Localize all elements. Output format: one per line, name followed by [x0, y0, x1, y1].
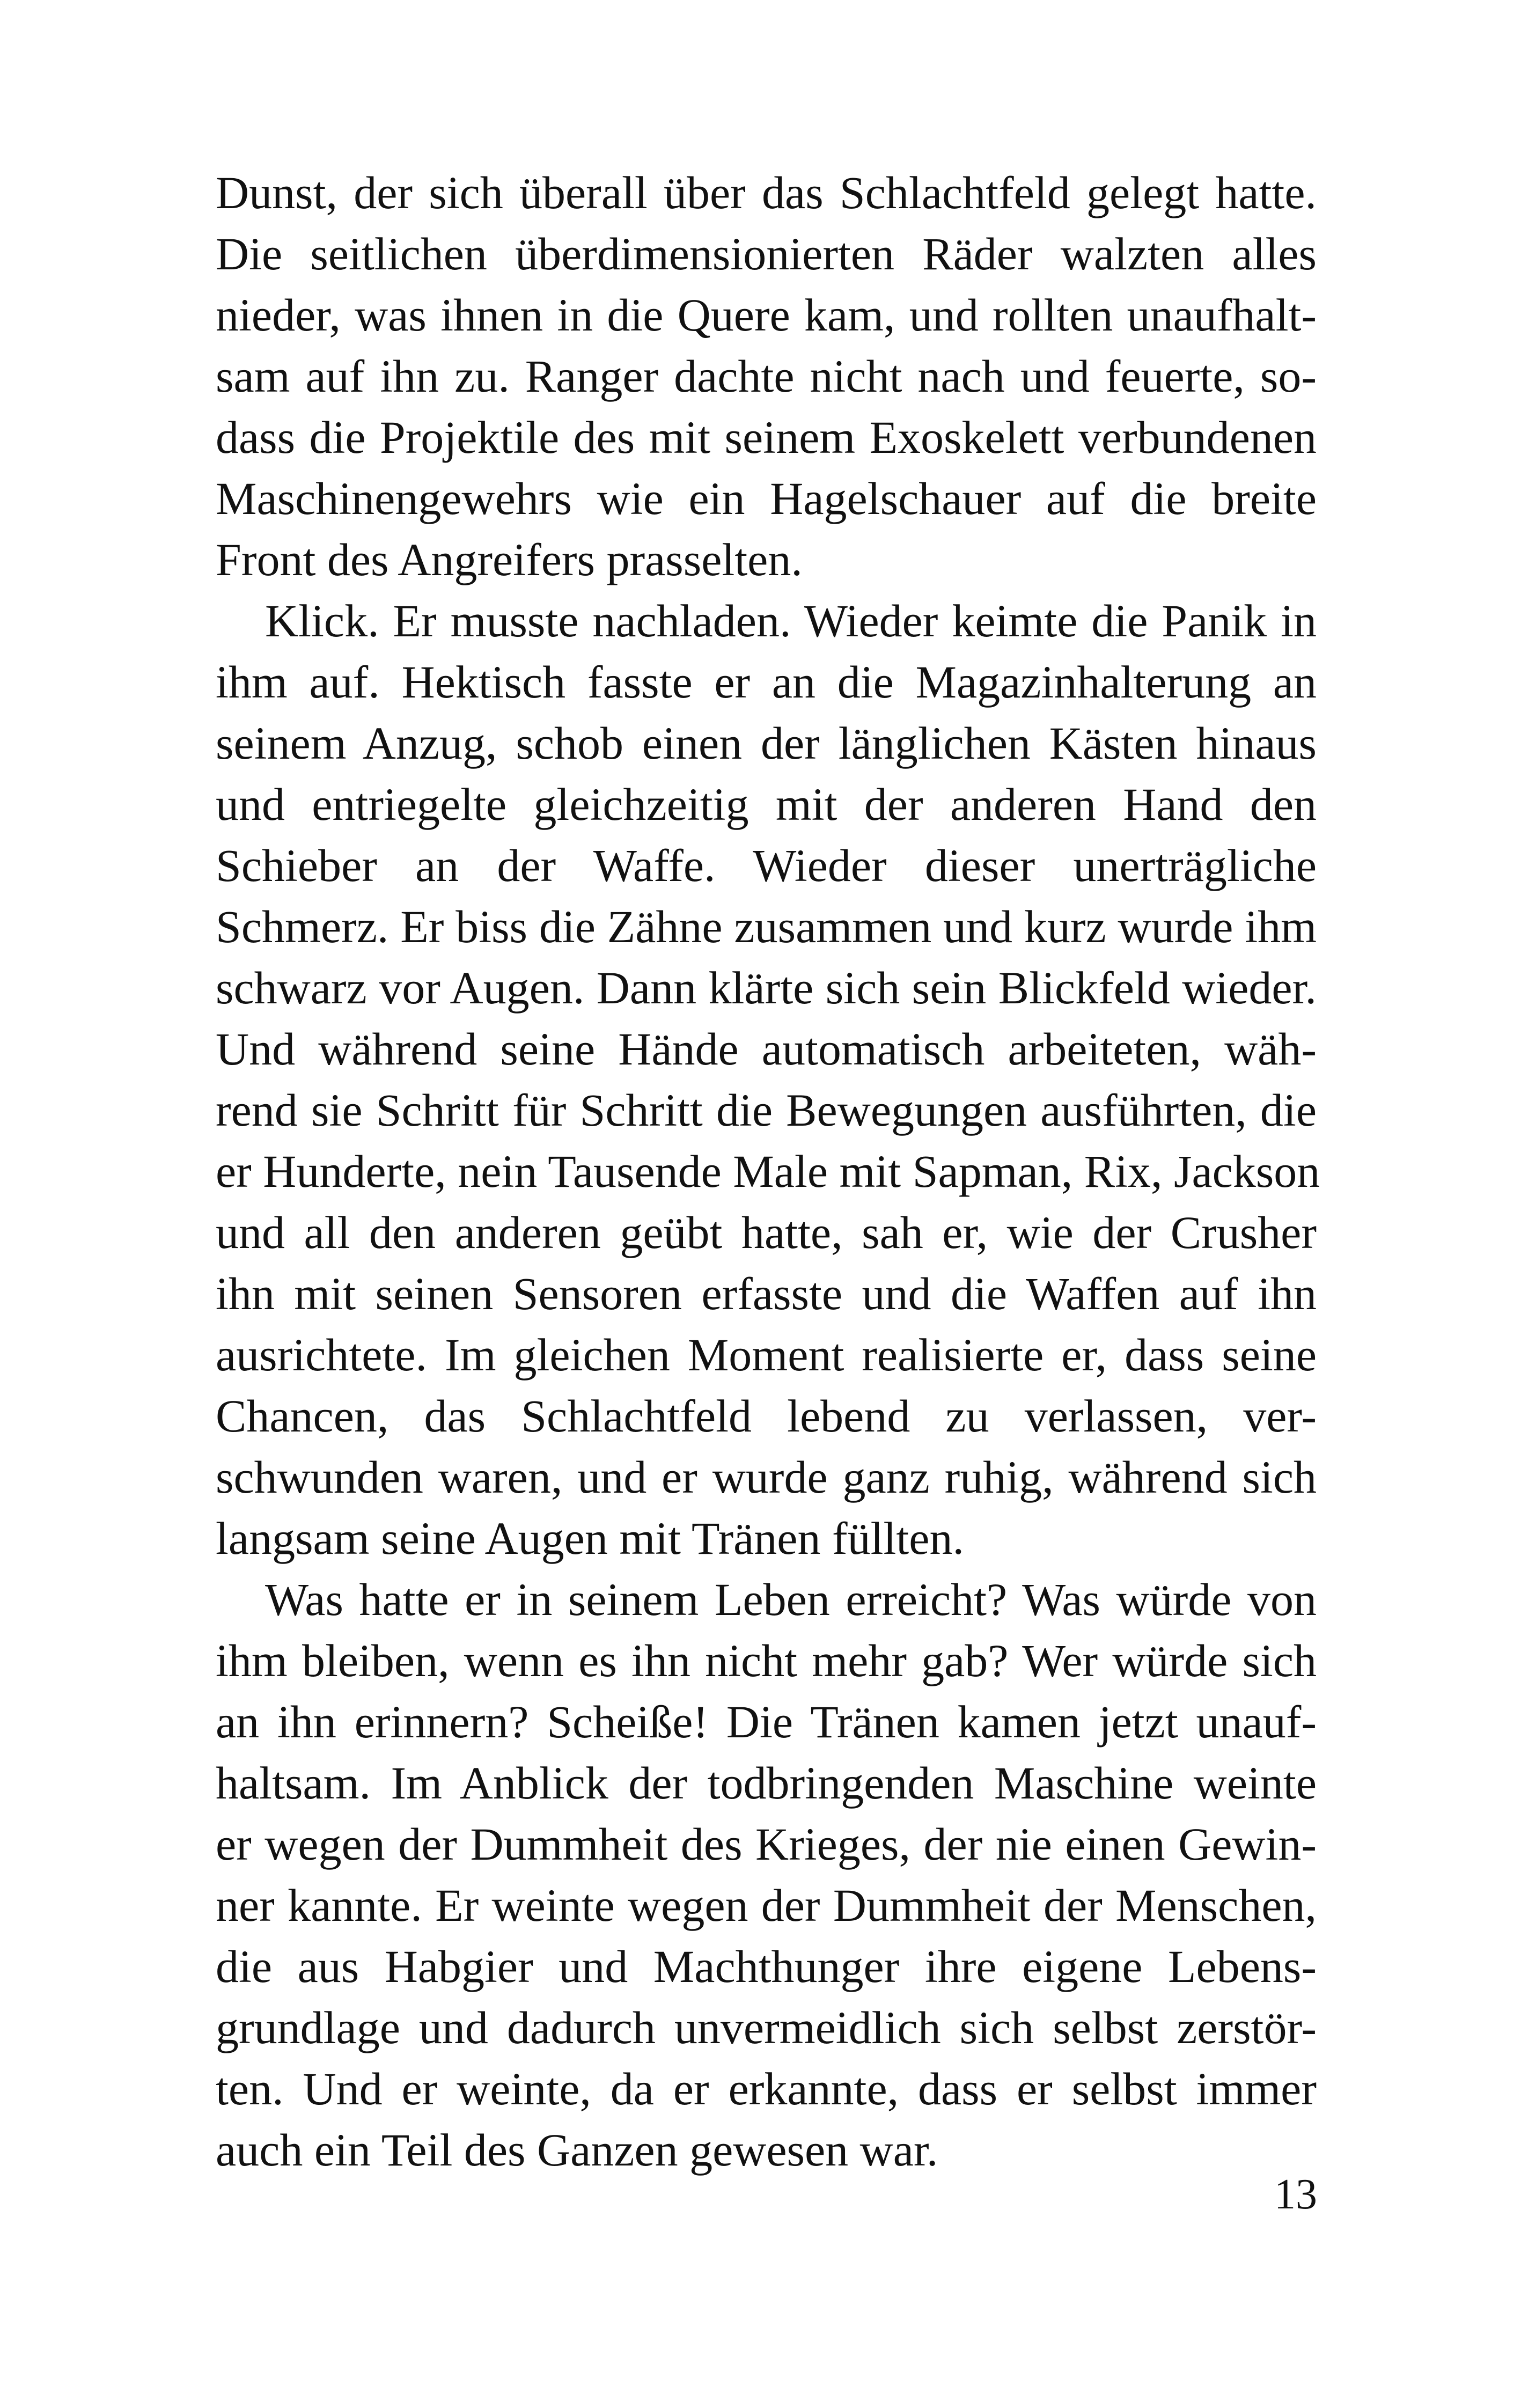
text-line: Schmerz. Er biss die Zähne zusammen und kurz wurde ihm	[216, 901, 1317, 952]
text-line: nieder, was ihnen in die Quere kam, und rollten unaufhalt-	[216, 289, 1317, 341]
text-line: er wegen der Dummheit des Krieges, der nie einen Gewin-	[216, 1818, 1317, 1870]
text-line: und entriegelte gleichzeitig mit der anderen Hand den	[216, 779, 1317, 830]
text-line: dass die Projektile des mit seinem Exoskelett verbundenen	[216, 412, 1317, 463]
text-line: seinem Anzug, schob einen der länglichen Kästen hinaus	[216, 717, 1317, 769]
text-line: die aus Habgier und Machthunger ihre eigene Lebens-	[216, 1941, 1317, 1992]
text-line: und all den anderen geübt hatte, sah er, wie der Crusher	[216, 1207, 1317, 1258]
text-line: er Hunderte, nein Tausende Male mit Sapman, Rix, Jackson	[216, 1146, 1320, 1197]
text-line: Chancen, das Schlachtfeld lebend zu verlassen, ver-	[216, 1390, 1317, 1442]
text-line: Maschinengewehrs wie ein Hagelschauer auf die breite	[216, 473, 1317, 524]
text-line: grundlage und dadurch unvermeidlich sich selbst zerstör-	[216, 2002, 1317, 2053]
text-line: Die seitlichen überdimensionierten Räder walzten alles	[216, 228, 1317, 280]
text-line: ihm auf. Hektisch fasste er an die Magazinhalterung an	[216, 656, 1317, 708]
paragraph	[216, 1569, 1317, 2181]
text-line: an ihn erinnern? Scheiße! Die Tränen kamen jetzt unauf-	[216, 1696, 1317, 1748]
text-line: haltsam. Im Anblick der todbringenden Maschine weinte	[216, 1757, 1317, 1809]
text-line: sam auf ihn zu. Ranger dachte nicht nach und feuerte, so-	[216, 350, 1317, 402]
text-line: ner kannte. Er weinte wegen der Dummheit der Menschen,	[216, 1880, 1317, 1931]
text-line: Front des Angreifers prasselten.	[216, 534, 803, 585]
paragraph	[216, 162, 1317, 590]
text-line: ihm bleiben, wenn es ihn nicht mehr gab? Wer würde sich	[216, 1635, 1317, 1686]
text-line: Dunst, der sich überall über das Schlachtfeld gelegt hatte.	[216, 167, 1317, 218]
text-line: schwunden waren, und er wurde ganz ruhig, während sich	[216, 1451, 1317, 1503]
paragraph	[216, 590, 1320, 1569]
text-line: Was hatte er in seinem Leben erreicht? Was würde von	[265, 1574, 1317, 1625]
text-line: Schieber an der Waffe. Wieder dieser unerträgliche	[216, 840, 1317, 891]
text-line: langsam seine Augen mit Tränen füllten.	[216, 1513, 964, 1564]
text-line: Und während seine Hände automatisch arbeiteten, wäh-	[216, 1023, 1317, 1075]
page-number: 13	[1274, 2171, 1317, 2218]
text-line: ausrichtete. Im gleichen Moment realisierte er, dass seine	[216, 1329, 1317, 1381]
text-line: ten. Und er weinte, da er erkannte, dass er selbst immer	[216, 2063, 1317, 2115]
text-line: schwarz vor Augen. Dann klärte sich sein Blickfeld wieder.	[216, 962, 1317, 1014]
text-line: Klick. Er musste nachladen. Wieder keimte die Panik in	[265, 595, 1317, 647]
text-line: ihn mit seinen Sensoren erfasste und die Waffen auf ihn	[216, 1268, 1317, 1319]
text-line: auch ein Teil des Ganzen gewesen war.	[216, 2124, 938, 2176]
body-text	[216, 162, 1320, 2181]
text-line: rend sie Schritt für Schritt die Bewegungen ausführten, die	[216, 1084, 1317, 1136]
